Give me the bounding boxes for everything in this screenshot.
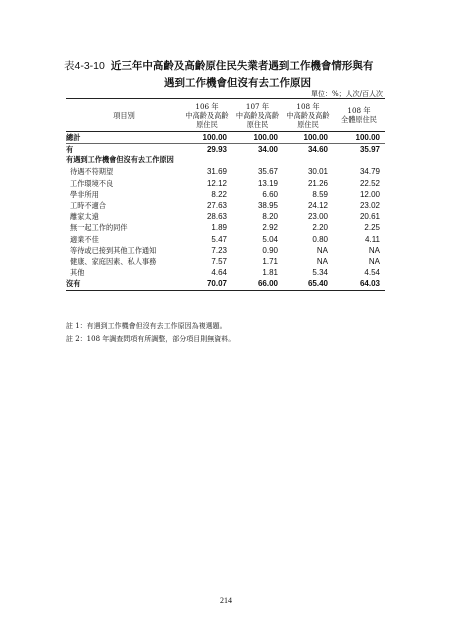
cell-value: 34.60	[307, 145, 328, 155]
header-col-3	[283, 99, 333, 132]
row-label: 健康、家庭因素、私人事務	[70, 257, 157, 267]
note-2: 註 2：108 年調查問項有所調整，部分項目則無資料。	[66, 335, 236, 343]
page-number: 214	[220, 596, 232, 605]
cell-value: 24.12	[307, 201, 328, 211]
row-label: 待遇不符期望	[70, 167, 114, 177]
header-item: 項目別	[66, 99, 182, 132]
cell-value: 4.64	[211, 268, 227, 278]
data-table	[66, 98, 385, 291]
table-row	[66, 166, 385, 177]
cell-value: 0.80	[312, 234, 328, 244]
cell-value: 27.63	[206, 201, 227, 211]
header-col-3-line1: 中高齡及高齡	[286, 110, 330, 120]
cell-value: 31.69	[206, 167, 227, 177]
cell-value: 1.81	[262, 268, 278, 278]
header-col-2-year: 107 年	[245, 101, 270, 111]
table-title-line2: 遇到工作機會但沒有去工作原因	[164, 77, 311, 89]
header-col-3-line2: 原住民	[297, 119, 319, 129]
cell-value	[283, 155, 333, 166]
cell-value: 100.00	[182, 132, 232, 144]
cell-value: 8.59	[312, 189, 328, 199]
cell-value: 22.52	[359, 178, 380, 188]
cell-value: 21.26	[307, 178, 328, 188]
cell-value: NA	[316, 257, 328, 267]
cell-value: 66.00	[232, 278, 283, 290]
header-col-4-line1: 全體原住民	[341, 115, 377, 124]
cell-value: 13.19	[257, 178, 278, 188]
cell-value	[333, 155, 385, 166]
cell-value: 7.23	[211, 245, 227, 255]
row-label	[66, 155, 182, 166]
row-label: 離家太遠	[70, 212, 99, 222]
cell-value: 5.34	[312, 268, 328, 278]
row-label: 等待或已接到其他工作通知	[70, 245, 157, 255]
table-title-text: 近三年中高齡及高齡原住民失業者遇到工作機會情形與有	[110, 60, 374, 72]
row-label: 總計	[66, 132, 182, 144]
note-1: 註 1：有遇到工作機會但沒有去工作原因為複選題。	[66, 322, 227, 330]
cell-value: 8.20	[262, 212, 278, 222]
cell-value: NA	[316, 245, 328, 255]
cell-value: 1.71	[262, 257, 278, 267]
cell-value: 7.57	[211, 257, 227, 267]
table-header-row	[66, 99, 385, 132]
cell-value: 12.00	[359, 189, 380, 199]
cell-value: 35.67	[257, 167, 278, 177]
cell-value: 23.02	[359, 201, 380, 211]
cell-value: NA	[368, 257, 380, 267]
cell-value: 5.47	[211, 234, 227, 244]
header-col-4	[333, 99, 385, 132]
cell-value: 20.61	[359, 212, 380, 222]
table-row	[66, 222, 385, 233]
cell-value: 0.90	[262, 245, 278, 255]
cell-value: 65.40	[283, 278, 333, 290]
cell-value: 34.00	[257, 145, 278, 155]
cell-value: 30.01	[307, 167, 328, 177]
cell-value: 64.03	[333, 278, 385, 290]
row-label: 適業不佳	[70, 234, 99, 244]
header-col-1-year: 106 年	[195, 101, 219, 111]
cell-value: 4.11	[365, 234, 380, 244]
row-label: 沒有	[66, 278, 182, 290]
cell-value: 38.95	[257, 201, 278, 211]
cell-value: 100.00	[333, 132, 385, 144]
row-label: 其他	[70, 268, 85, 278]
header-col-1	[182, 99, 232, 132]
table-row	[66, 178, 385, 189]
table-row	[66, 211, 385, 222]
table-row	[66, 256, 385, 267]
cell-value: 2.25	[364, 223, 380, 233]
cell-value	[182, 155, 232, 166]
row-label: 無一起工作的同伴	[70, 223, 128, 233]
cell-value: NA	[368, 245, 380, 255]
cell-value: 12.12	[206, 178, 227, 188]
header-col-3-year: 108 年	[296, 101, 320, 111]
header-col-2	[232, 99, 283, 132]
header-col-1-line1: 中高齡及高齡	[185, 110, 229, 120]
cell-value: 1.89	[211, 223, 227, 233]
cell-value	[232, 155, 283, 166]
table-row	[66, 144, 385, 156]
table-row	[66, 267, 385, 278]
cell-value: 23.00	[307, 212, 328, 222]
header-col-4-year: 108 年	[347, 106, 371, 115]
table-row	[66, 189, 385, 200]
header-col-1-line2: 原住民	[196, 119, 218, 129]
header-col-2-line2: 原住民	[246, 119, 269, 129]
cell-value: 6.60	[262, 189, 278, 199]
cell-value: 8.22	[211, 189, 227, 199]
cell-value: 29.93	[206, 145, 227, 155]
cell-value: 35.97	[359, 145, 380, 155]
table-title-line1	[64, 58, 373, 73]
cell-value: 28.63	[206, 212, 227, 222]
cell-value: 2.20	[312, 223, 328, 233]
table-row	[66, 245, 385, 256]
table-number: 表4-3-10	[64, 60, 105, 72]
cell-value: 100.00	[283, 132, 333, 144]
cell-value: 4.54	[364, 268, 380, 278]
unit-label: 單位：%；人次/百人次	[310, 90, 383, 98]
cell-value: 34.79	[359, 167, 380, 177]
header-col-2-line1: 中高齡及高齡	[235, 110, 280, 120]
table-row	[66, 234, 385, 245]
table-row	[66, 155, 385, 166]
cell-value: 2.92	[262, 223, 278, 233]
table-row	[66, 132, 385, 144]
table-row	[66, 200, 385, 211]
row-label: 工作環境不良	[70, 178, 114, 188]
row-label: 工時不適合	[70, 201, 106, 211]
row-label: 有	[66, 145, 74, 155]
cell-value: 5.04	[262, 234, 278, 244]
row-label: 學非所用	[70, 189, 99, 199]
row-label-text: 有遇到工作機會但沒有去工作原因	[66, 155, 174, 165]
table-row	[66, 278, 385, 290]
cell-value: 100.00	[232, 132, 283, 144]
table-notes	[66, 320, 235, 346]
cell-value: 70.07	[182, 278, 232, 290]
